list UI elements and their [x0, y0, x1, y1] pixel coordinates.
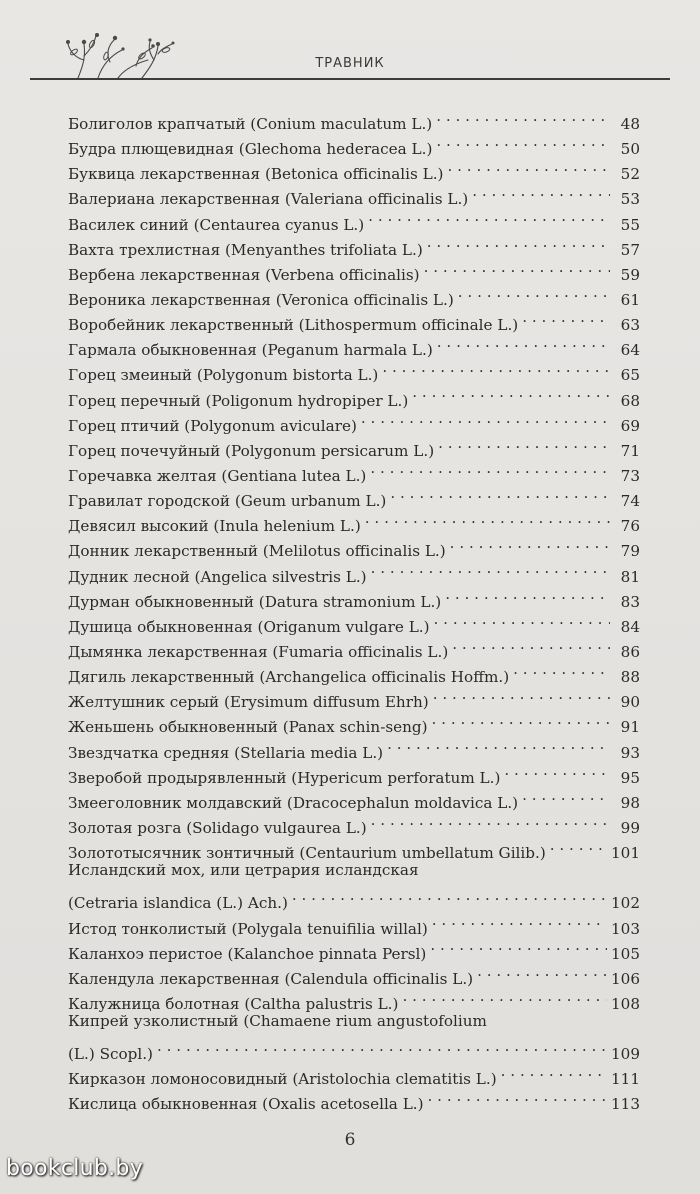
toc-entry-title: Календула лекарственная (Calendula officinalis L.): [68, 969, 474, 988]
dot-leader: [432, 909, 607, 934]
toc-entry-page: 103: [611, 919, 640, 938]
dot-leader: [432, 707, 610, 732]
toc-entry-title: Зверобой продырявленный (Hypericum perforatum L.): [68, 768, 501, 787]
toc-entry-page: 113: [611, 1095, 640, 1114]
toc-entry-page: 111: [611, 1070, 640, 1089]
toc-entry-page: 59: [620, 265, 640, 284]
toc-entry-page: 76: [620, 517, 640, 536]
dot-leader: [522, 305, 610, 330]
running-head: ТРАВНИК: [315, 56, 385, 71]
toc-entry-title: Воробейник лекарственный (Lithospermum officinale L.): [68, 316, 519, 335]
toc-entry-page: 90: [620, 693, 640, 712]
dot-leader: [412, 381, 610, 406]
toc-entry-title: Горец птичий (Polygonum aviculare): [68, 416, 357, 435]
dot-leader: [437, 330, 610, 355]
toc-entry-page: 83: [620, 592, 640, 611]
dot-leader: [458, 280, 610, 305]
toc-entry-title: Кислица обыкновенная (Oxalis acetosella L.): [68, 1095, 424, 1114]
toc-entry-page: 53: [620, 190, 640, 209]
toc-entry: [68, 1059, 640, 1089]
toc-entry-title: Горец почечуйный (Polygonum persicarum L.): [68, 441, 435, 460]
toc-entry-title: Василек синий (Centaurea cyanus L.): [68, 215, 365, 234]
toc-entry-first-line: [68, 1009, 640, 1034]
dot-leader: [430, 934, 607, 959]
dot-leader: [424, 255, 610, 280]
toc-entry-title: Желтушник серый (Erysimum diffusum Ehrh): [68, 693, 429, 712]
toc-entry-page: 86: [620, 642, 640, 661]
watermark: bookclub.by: [6, 1156, 144, 1181]
toc-entry-title: (L.) Scopl.): [68, 1045, 153, 1064]
toc-entry-page: 48: [620, 115, 640, 133]
toc-entry-title: Девясил высокий (Inula helenium L.): [68, 517, 361, 536]
toc-entry-page: 101: [611, 844, 640, 863]
toc-entry-page: 91: [620, 718, 640, 737]
page-number: 6: [344, 1130, 356, 1150]
table-of-contents: [68, 104, 640, 1114]
toc-entry-title: Гравилат городской (Geum urbanum L.): [68, 492, 387, 511]
dot-leader: [477, 959, 607, 984]
dot-leader: [436, 104, 610, 129]
dot-leader: [436, 129, 610, 154]
dot-leader: [452, 632, 610, 657]
toc-entry-title: Вахта трехлистная (Menyanthes trifoliata L.): [68, 240, 423, 259]
toc-entry-title: Золототысячник зонтичный (Centaurium umbellatum Gilib.): [68, 844, 546, 863]
page-header: [30, 30, 670, 80]
dot-leader: [428, 1084, 607, 1109]
toc-entry-page: 69: [620, 416, 640, 435]
toc-entry-page: 73: [620, 466, 640, 485]
dot-leader: [371, 557, 610, 582]
toc-entry-title: Горец перечный (Poligonum hydropiper L.): [68, 391, 409, 410]
toc-entry-title: Гармала обыкновенная (Peganum harmala L.): [68, 341, 433, 360]
dot-leader: [434, 607, 610, 632]
toc-entry-title: Исландский мох, или цетрария исландская: [68, 861, 419, 880]
toc-entry-page: 71: [620, 441, 640, 460]
toc-entry-page: 63: [620, 316, 640, 335]
toc-entry-title: Каланхоэ перистое (Kalanchoe pinnata Persl): [68, 944, 427, 963]
toc-entry-page: 105: [611, 944, 640, 963]
dot-leader: [361, 406, 610, 431]
toc-entry-title: Будра плющевидная (Glechoma hederacea L.): [68, 140, 433, 159]
toc-entry-title: Донник лекарственный (Melilotus officinalis L.): [68, 542, 446, 561]
dot-leader: [371, 808, 610, 833]
dot-leader: [433, 682, 610, 707]
toc-entry-page: 68: [620, 391, 640, 410]
toc-entry-title: Дудник лесной (Angelica silvestris L.): [68, 567, 367, 586]
toc-entry-page: 102: [611, 894, 640, 913]
dot-leader: [370, 456, 610, 481]
toc-entry-title: Вероника лекарственная (Veronica officinalis L.): [68, 290, 454, 309]
dot-leader: [504, 758, 610, 783]
dot-leader: [472, 179, 610, 204]
toc-entry-page: 57: [620, 240, 640, 259]
dot-leader: [157, 1034, 607, 1059]
dot-leader: [402, 984, 607, 1009]
toc-entry-title: Кипрей узколистный (Chamaene rium angustofolium: [68, 1012, 487, 1031]
toc-entry-page: 50: [620, 140, 640, 159]
dot-leader: [450, 531, 610, 556]
toc-entry-title: Женьшень обыкновенный (Panax schin-seng): [68, 718, 428, 737]
toc-entry: [68, 883, 640, 913]
toc-entry-page: 106: [611, 969, 640, 988]
toc-entry-title: Звездчатка средняя (Stellaria media L.): [68, 743, 384, 762]
toc-entry-page: 81: [620, 567, 640, 586]
toc-entry: [68, 104, 640, 133]
toc-entry-page: 98: [620, 793, 640, 812]
toc-entry-title: Горечавка желтая (Gentiana lutea L.): [68, 466, 367, 485]
toc-entry-title: Кирказон ломоносовидный (Aristolochia clematitis L.): [68, 1070, 497, 1089]
dot-leader: [427, 230, 610, 255]
toc-entry-title: (Cetraria islandica (L.) Ach.): [68, 894, 288, 913]
header-rule: [30, 78, 670, 80]
toc-entry-title: Калужница болотная (Caltha palustris L.): [68, 994, 399, 1013]
toc-entry-title: Дягиль лекарственный (Archangelica officinalis Hoffm.): [68, 668, 510, 687]
toc-entry-title: Змееголовник молдавский (Dracocephalun moldavica L.): [68, 793, 519, 812]
dot-leader: [550, 833, 607, 858]
dot-leader: [445, 582, 610, 607]
toc-entry-title: Буквица лекарственная (Betonica officinalis L.): [68, 165, 444, 184]
dot-leader: [368, 205, 610, 230]
toc-entry-page: 61: [620, 290, 640, 309]
toc-entry-page: 99: [620, 818, 640, 837]
toc-entry-page: 109: [611, 1045, 640, 1064]
dot-leader: [292, 883, 607, 908]
toc-entry-page: 93: [620, 743, 640, 762]
toc-entry-page: 84: [620, 617, 640, 636]
toc-entry-title: Истод тонколистый (Polygala tenuifilia willal): [68, 919, 428, 938]
dot-leader: [522, 783, 610, 808]
toc-entry-first-line: [68, 858, 640, 883]
toc-entry-title: Душица обыкновенная (Origanum vulgare L.): [68, 617, 430, 636]
toc-entry-title: Дурман обыкновенный (Datura stramonium L.): [68, 592, 442, 611]
dot-leader: [438, 431, 610, 456]
dot-leader: [390, 481, 610, 506]
toc-entry-page: 79: [620, 542, 640, 561]
toc-entry-page: 74: [620, 492, 640, 511]
floral-sprig-icon: [58, 30, 178, 80]
toc-entry-title: Валериана лекарственная (Valeriana officinalis L.): [68, 190, 469, 209]
dot-leader: [513, 657, 610, 682]
toc-entry-title: Золотая розга (Solidago vulgaurea L.): [68, 818, 367, 837]
dot-leader: [365, 506, 610, 531]
toc-entry-page: 88: [620, 668, 640, 687]
toc-entry-page: 52: [620, 165, 640, 184]
toc-entry-page: 95: [620, 768, 640, 787]
dot-leader: [387, 733, 610, 758]
dot-leader: [501, 1059, 607, 1084]
dot-leader: [382, 355, 610, 380]
dot-leader: [447, 154, 610, 179]
toc-entry-title: Вербена лекарственная (Verbena officinalis): [68, 265, 420, 284]
toc-entry-title: Болиголов крапчатый (Conium maculatum L.): [68, 115, 433, 133]
toc-entry-page: 65: [620, 366, 640, 385]
toc-entry-title: Дымянка лекарственная (Fumaria officinalis L.): [68, 642, 449, 661]
toc-entry-page: 64: [620, 341, 640, 360]
toc-entry: [68, 1034, 640, 1064]
toc-entry-page: 55: [620, 215, 640, 234]
toc-entry-title: Горец змеиный (Polygonum bistorta L.): [68, 366, 379, 385]
toc-entry-page: 108: [611, 994, 640, 1013]
